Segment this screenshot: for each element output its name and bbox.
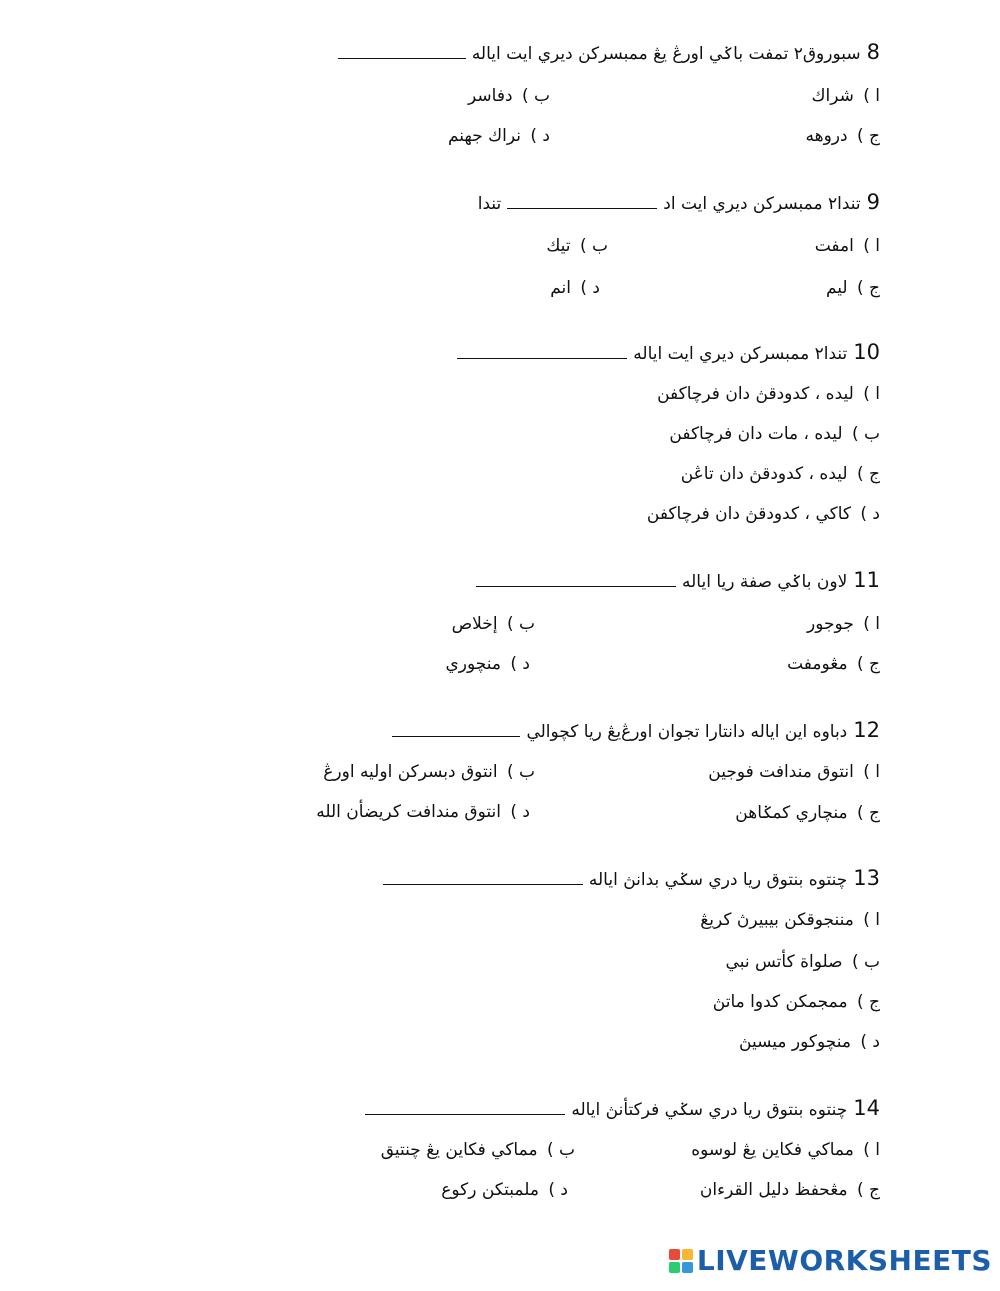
option-d[interactable] (739, 1032, 880, 1052)
option-text: صلواة کأتس نبي (725, 952, 843, 972)
question-text-after: تندا (477, 194, 502, 214)
question-number: 13 (853, 866, 880, 890)
option-c[interactable] (681, 464, 880, 484)
option-b[interactable] (546, 236, 608, 256)
answer-blank[interactable] (476, 585, 676, 587)
answer-blank[interactable] (383, 883, 583, 885)
option-text: مماکي فکاين يڠ چنتيق (380, 1140, 538, 1160)
option-text: نراك جهنم (447, 126, 521, 146)
answer-blank[interactable] (338, 57, 466, 59)
option-text: انتوق مندافت فوجين (708, 762, 854, 782)
logo-square-i (682, 1249, 693, 1260)
option-b[interactable] (381, 1140, 575, 1160)
option-b[interactable] (726, 952, 880, 972)
option-letter: د ) (510, 654, 530, 674)
option-text: منچوري (445, 654, 501, 674)
option-d[interactable] (448, 126, 550, 146)
option-text: انم (550, 278, 571, 298)
question-14 (359, 1096, 880, 1120)
option-text: دروهه (805, 126, 848, 146)
option-letter: ا ) (863, 762, 880, 782)
option-letter: ب ) (546, 1140, 575, 1160)
question-text: دباوه اين اياله دانتارا تجوان اورڠ‌يڠ ريا کچوالي (526, 722, 848, 742)
option-letter: د ) (530, 126, 550, 146)
option-letter: ج ) (856, 126, 880, 146)
option-letter: ا ) (863, 1140, 880, 1160)
option-letter: ب ) (506, 614, 535, 634)
question-text: چنتوه بنتوق ريا دري سݢي بدانڽ اياله (588, 870, 848, 890)
option-text: انتوق دبسرکن اوليه اورڠ (323, 762, 498, 782)
question-text: تندا٢ ممبسرکن ديري ايت اد (663, 194, 861, 214)
logo-square-e (682, 1262, 693, 1273)
answer-blank[interactable] (392, 735, 520, 737)
option-letter: ب ) (851, 424, 880, 444)
answer-blank[interactable] (365, 1113, 565, 1115)
option-text: ليم (825, 278, 848, 298)
option-text: انتوق مندافت کريضأن الله (316, 802, 501, 822)
question-11 (470, 568, 880, 592)
option-letter: ا ) (863, 384, 880, 404)
question-number: 9 (866, 190, 880, 214)
question-number: 14 (853, 1096, 880, 1120)
question-text: چنتوه بنتوق ريا دري سݢي فرکتأنڽ اياله (571, 1100, 848, 1120)
option-letter: ا ) (863, 910, 880, 930)
option-text: مننجوقکن بيبيرڽ کريڠ (700, 910, 854, 930)
option-d[interactable] (441, 1180, 568, 1200)
option-letter: د ) (548, 1180, 568, 1200)
question-number: 12 (853, 718, 880, 742)
option-text: ملمبتکن رکوع (441, 1180, 539, 1200)
option-text: ليده ، کدودقڽ دان تاڠن (680, 464, 848, 484)
option-a[interactable] (807, 614, 880, 634)
option-letter: د ) (860, 504, 880, 524)
option-letter: ب ) (506, 762, 535, 782)
question-number: 11 (853, 568, 880, 592)
option-letter: ب ) (521, 86, 550, 106)
option-text: کاکي ، کدودقڽ دان فرچاکفن (646, 504, 851, 524)
option-b[interactable] (468, 86, 550, 106)
option-d[interactable] (316, 802, 530, 822)
option-text: ليده ، مات دان فرچاکفن (669, 424, 843, 444)
option-text: منچوکور ميسيڽ (739, 1032, 851, 1052)
question-text: تندا٢ ممبسرکن ديري ايت اياله (633, 344, 848, 364)
logo-square-v (669, 1262, 680, 1273)
option-letter: ب ) (851, 952, 880, 972)
option-letter: ج ) (856, 654, 880, 674)
option-letter: ا ) (863, 86, 880, 106)
option-text: ليده ، کدودقڽ دان فرچاکفن (657, 384, 854, 404)
option-c[interactable] (713, 992, 880, 1012)
option-text: منچاري کمݢاهن (735, 803, 848, 823)
option-d[interactable] (647, 504, 880, 524)
option-text: جوجور (807, 614, 854, 634)
option-letter: ج ) (856, 803, 880, 823)
question-number: 10 (853, 340, 880, 364)
option-letter: ج ) (856, 992, 880, 1012)
option-c[interactable] (787, 654, 880, 674)
option-text: مڠومفت (787, 654, 848, 674)
question-8 (332, 40, 880, 64)
option-d[interactable] (550, 278, 600, 298)
option-d[interactable] (445, 654, 530, 674)
question-9 (478, 190, 880, 214)
option-text: ممجمکن کدوا ماتڽ (712, 992, 848, 1012)
option-c[interactable] (806, 126, 881, 146)
option-letter: د ) (860, 1032, 880, 1052)
option-letter: ا ) (863, 236, 880, 256)
option-a[interactable] (700, 910, 880, 930)
option-text: مماکي فکاين يڠ لوسوه (691, 1140, 854, 1160)
option-letter: ج ) (856, 1180, 880, 1200)
option-c[interactable] (735, 802, 880, 823)
question-10 (451, 340, 880, 364)
option-letter: ج ) (856, 278, 880, 298)
option-text: إخلاص (451, 614, 498, 634)
option-a[interactable] (691, 1140, 880, 1160)
option-letter: ب ) (579, 236, 608, 256)
option-b[interactable] (669, 424, 880, 444)
option-letter: ا ) (863, 614, 880, 634)
option-text: دفاسر (468, 86, 513, 106)
option-text: تيك (546, 236, 571, 256)
option-letter: د ) (580, 278, 600, 298)
question-text: لاون باݢي صفة ريا اياله (682, 572, 848, 592)
option-c[interactable] (826, 278, 880, 298)
liveworksheets-logo-icon (669, 1249, 693, 1273)
question-number: 8 (866, 40, 880, 64)
option-text: امفت (814, 236, 854, 256)
option-b[interactable] (323, 762, 535, 782)
option-a[interactable] (657, 384, 880, 404)
option-b[interactable] (452, 614, 535, 634)
logo-square-l (669, 1249, 680, 1260)
option-a[interactable] (811, 86, 880, 106)
option-letter: د ) (510, 802, 530, 822)
option-c[interactable] (700, 1180, 880, 1200)
option-text: مڠحفظ دليل القرءان (699, 1180, 848, 1200)
liveworksheets-logo (669, 1244, 992, 1277)
option-text: شراك (811, 86, 854, 106)
question-text: سبوروق٢ تمفت باݢي اورڠ يڠ ممبسرکن ديري ايت اياله (471, 44, 861, 64)
answer-blank[interactable] (457, 357, 627, 359)
option-a[interactable] (708, 762, 880, 782)
question-12 (386, 718, 880, 742)
question-13 (377, 866, 880, 890)
option-a[interactable] (815, 236, 880, 256)
option-letter: ج ) (856, 464, 880, 484)
answer-blank[interactable] (507, 207, 657, 209)
brand-name: LIVEWORKSHEETS (696, 1244, 992, 1277)
